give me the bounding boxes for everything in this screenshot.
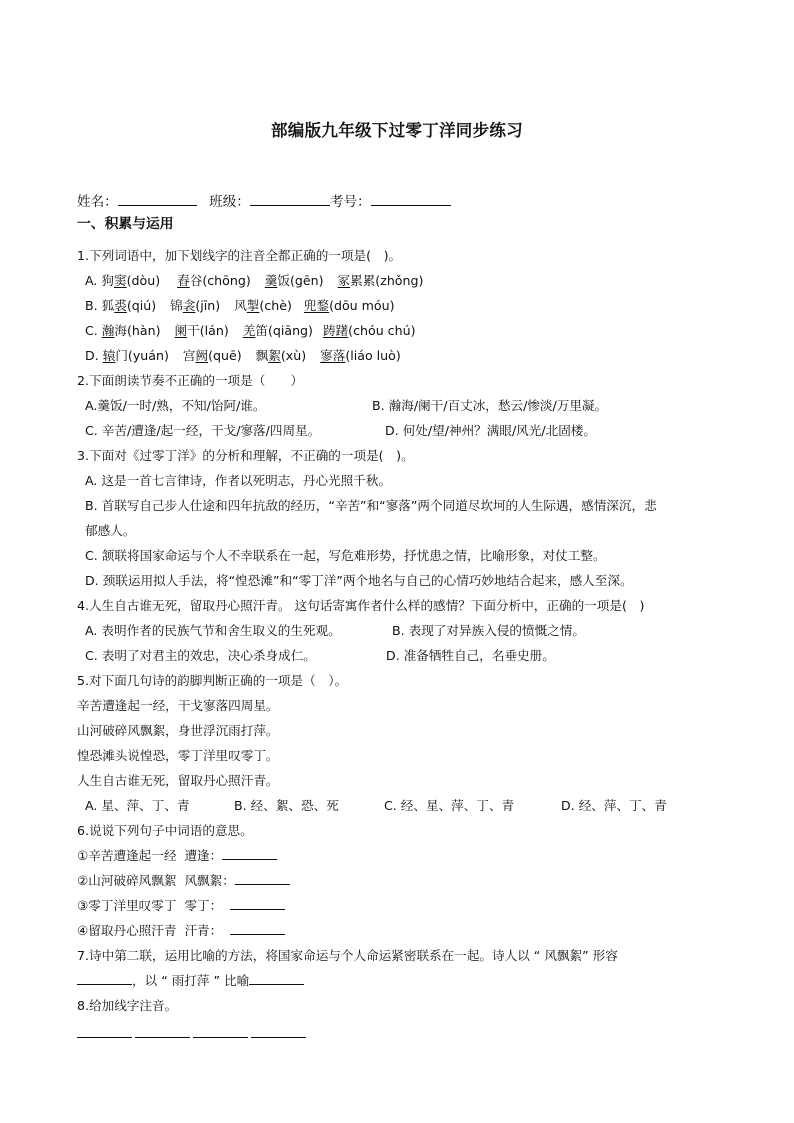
class-blank[interactable]	[250, 193, 330, 206]
class-label: 班级：	[209, 194, 250, 210]
q6-stem: 6.说说下列句子中词语的意思。	[77, 823, 253, 838]
answer-blank[interactable]	[249, 972, 304, 985]
q4-option-c[interactable]: C. 表明了对君主的效忠，决心杀身成仁。	[85, 648, 316, 663]
q3-option-b-line1[interactable]: B. 首联写自己步人仕途和四年抗敌的经历，“辛苦”和“寥落”两个同道尽坎坷的人生际遇，感情深沉，悲	[85, 498, 657, 513]
answer-blank[interactable]	[222, 847, 277, 860]
number-blank[interactable]	[371, 193, 451, 206]
q5-option-d[interactable]: D. 经、萍、丁、青	[561, 798, 667, 813]
q2-stem: 2.下面朗读节奏不正确的一项是（ ）	[77, 373, 304, 388]
answer-blank[interactable]	[77, 1025, 132, 1038]
q4-option-d[interactable]: D. 准备牺牲自己，名垂史册。	[386, 648, 555, 663]
section-heading: 一、积累与运用	[77, 216, 174, 232]
q1-stem: 1.下列词语中，加下划线字的注音全都正确的一项是( )。	[77, 248, 402, 263]
q3-option-a[interactable]: A. 这是一首七言律诗，作者以死明志，丹心光照千秋。	[85, 473, 392, 488]
q3-stem: 3.下面对《过零丁洋》的分析和理解，不正确的一项是( )。	[77, 448, 414, 463]
number-label: 考号：	[329, 194, 371, 210]
answer-blank[interactable]	[135, 1025, 190, 1038]
q5-stem: 5.对下面几句诗的韵脚判断正确的一项是（ ）。	[77, 673, 348, 688]
answer-blank[interactable]	[251, 1025, 306, 1038]
answer-blank[interactable]	[193, 1025, 248, 1038]
q7-stem: 7.诗中第二联，运用比喻的方法，将国家命运与个人命运紧密联系在一起。诗人以 “ 风飘絮” 形容	[77, 948, 618, 963]
student-info-row	[77, 193, 451, 211]
q3-option-c[interactable]: C. 颔联将国家命运与个人不幸联系在一起，写危难形势，抒忧患之情，比喻形象，对仗工整。	[85, 548, 606, 563]
answer-blank[interactable]	[230, 922, 285, 935]
q1-option-c[interactable]: C. 瀚海(hàn) 阑干(lán) 羌笛(qiāng) 踌躇(chóu chú)	[85, 323, 416, 338]
poem-line: 辛苦遭逢起一经，干戈寥落四周星。	[77, 698, 279, 713]
q3-option-d[interactable]: D. 颈联运用拟人手法，将“惶恐滩”和“零丁洋”两个地名与自己的心情巧妙地结合起来，感人至深。	[85, 573, 633, 588]
name-label: 姓名：	[77, 194, 118, 210]
page-title: 部编版九年级下过零丁洋同步练习	[271, 121, 523, 140]
q6-item-1: ①辛苦遭逢起一经 遭逢：	[77, 847, 277, 865]
answer-blank[interactable]	[235, 872, 290, 885]
q7-stem-continued: ，以 “ 雨打萍 ” 比喻	[77, 972, 304, 990]
q1-option-a[interactable]: A. 狗窦(dòu) 舂谷(chōng) 羹饭(gēn) 冢累累(zhǒng)	[85, 273, 424, 288]
q6-item-2: ②山河破碎风飘絮 风飘絮：	[77, 872, 290, 890]
poem-line: 惶恐滩头说惶恐，零丁洋里叹零丁。	[77, 748, 279, 763]
poem-line: 人生自古谁无死，留取丹心照汗青。	[77, 773, 279, 788]
q5-option-b[interactable]: B. 经、絮、恐、死	[234, 798, 339, 813]
q2-option-d[interactable]: D. 何处/望/神州？满眼/风光/北固楼。	[385, 423, 596, 438]
q4-option-b[interactable]: B. 表现了对异族入侵的愤慨之情。	[392, 623, 585, 638]
poem-line: 山河破碎风飘絮，身世浮沉雨打萍。	[77, 723, 279, 738]
q2-option-c[interactable]: C. 辛苦/遭逢/起一经，干戈/寥落/四周星。	[85, 423, 321, 438]
name-blank[interactable]	[118, 193, 197, 206]
q1-option-d[interactable]: D. 辕门(yuán) 宫阙(quē) 飘絮(xù) 寥落(liáo luò)	[85, 348, 401, 363]
q5-option-a[interactable]: A. 星、萍、丁、青	[85, 798, 190, 813]
answer-blank[interactable]	[230, 897, 285, 910]
q2-option-a[interactable]: A.羹饭/一时/熟，不知/饴阿/谁。	[85, 398, 266, 413]
q6-item-4: ④留取丹心照汗青 汗青：	[77, 922, 285, 940]
q1-option-b[interactable]: B. 狐裘(qiú) 锦衾(jīn) 风掣(chè) 兜鍪(dōu móu)	[85, 298, 395, 313]
q4-option-a[interactable]: A. 表明作者的民族气节和舍生取义的生死观。	[85, 623, 341, 638]
q6-item-3: ③零丁洋里叹零丁 零丁：	[77, 897, 285, 915]
q2-option-b[interactable]: B. 瀚海/阑干/百丈冰，愁云/惨淡/万里凝。	[372, 398, 608, 413]
q8-answer-row	[77, 1025, 306, 1043]
q4-stem: 4.人生自古谁无死，留取丹心照汗青。 这句话寄寓作者什么样的感情？下面分析中，正确的一项是( )	[77, 598, 645, 613]
q3-option-b-line2[interactable]: 郁感人。	[85, 523, 136, 538]
answer-blank[interactable]	[77, 972, 132, 985]
q5-option-c[interactable]: C. 经、星、萍、丁、青	[384, 798, 515, 813]
q8-stem: 8.给加线字注音。	[77, 998, 178, 1013]
